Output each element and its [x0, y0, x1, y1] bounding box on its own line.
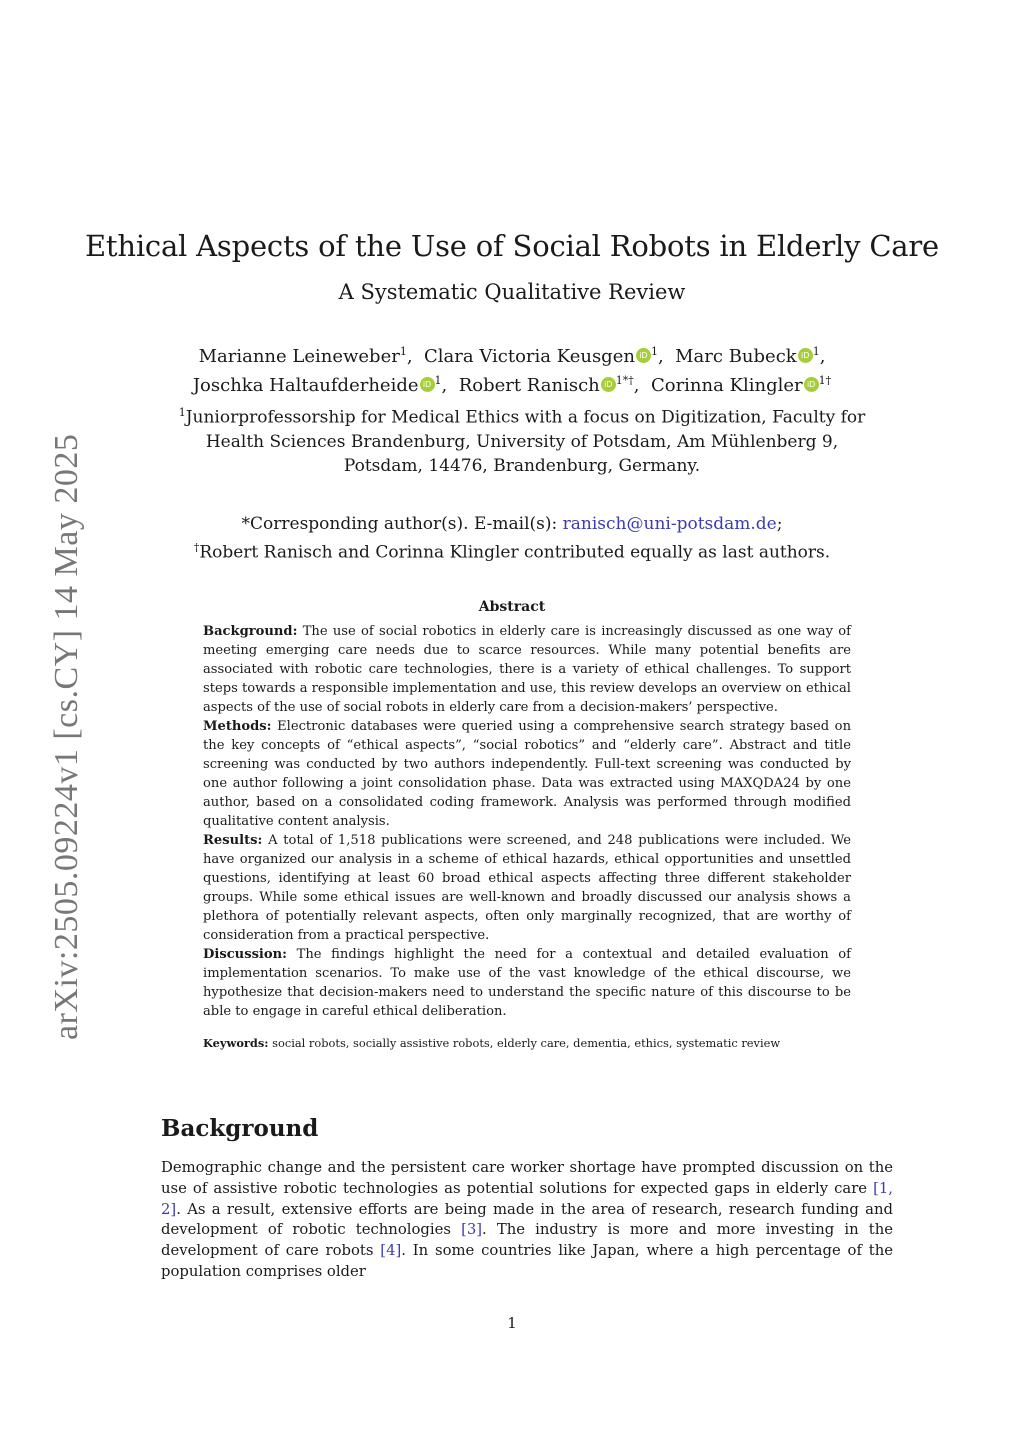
corresponding-suffix: ;	[776, 514, 783, 534]
section-heading-background: Background	[161, 1115, 319, 1142]
author-name: Marianne Leineweber	[198, 346, 400, 367]
author-affiliation-mark: 1	[812, 345, 820, 358]
author-affiliation-mark: 1	[650, 345, 658, 358]
abstract-results-label: Results:	[203, 833, 263, 848]
abstract-discussion-text: The findings highlight the need for a contextual and detailed evaluation of implementation scenarios. To make use of the vast knowledge of the ethical discourse, we hypothesize that decision-makers need to understand the specific nature of this discourse to be able to engage in careful ethical deliberation.	[203, 947, 851, 1019]
author-name: Marc Bubeck	[675, 346, 797, 367]
abstract-background	[203, 622, 851, 717]
dagger-mark: †	[193, 541, 200, 554]
equal-contribution-line	[0, 536, 1024, 565]
affiliation	[170, 401, 874, 478]
orcid-icon[interactable]: iD	[420, 377, 435, 392]
abstract-results-text: A total of 1,518 publications were screened, and 248 publications were included. We have organized our analysis in a scheme of ethical hazards, ethical opportunities and unsettled questions, identifying at least 60 broad ethical aspects affecting three different stakeholder groups. While some ethical issues are well-known and broadly discussed our analysis shows a plethora of potentially relevant aspects, often only marginally recognized, that are worthy of consideration from a practical perspective.	[203, 833, 851, 943]
abstract-heading: Abstract	[478, 599, 546, 615]
citation-link[interactable]: [3]	[461, 1221, 483, 1239]
abstract-background-text: The use of social robotics in elderly care is increasingly discussed as one way of meeting emerging care needs due to scarce resources. While many potential benefits are associated with robotic care technologies, there is a variety of ethical challenges. To support steps towards a responsible implementation and use, this review develops an overview on ethical aspects of the use of social robots in elderly care from a decision-makers’ perspective.	[203, 624, 851, 715]
author-affiliation-mark: 1†	[818, 374, 832, 387]
orcid-icon[interactable]: iD	[601, 377, 616, 392]
keywords-label: Keywords:	[203, 1036, 269, 1050]
citation-link[interactable]: [4]	[380, 1242, 402, 1260]
affiliation-text: Juniorprofessorship for Medical Ethics with a focus on Digitization, Faculty for Health Sciences Brandenburg, University of Potsdam, Am Mühlenberg 9, Potsdam, 14476, Brandenburg, Germany.	[185, 407, 866, 476]
arxiv-sidebar	[48, 433, 88, 1080]
author-name: Clara Victoria Keusgen	[424, 346, 635, 367]
orcid-icon[interactable]: iD	[798, 348, 813, 363]
corresponding-author-line	[0, 512, 1024, 536]
abstract-background-label: Background:	[203, 624, 298, 639]
author-name: Robert Ranisch	[458, 375, 600, 396]
keywords	[203, 1035, 863, 1051]
body-text-segment: . In some countries like Japan, where a high percentage of the population comprises older	[161, 1242, 894, 1280]
background-paragraph	[161, 1158, 893, 1283]
abstract-discussion-label: Discussion:	[203, 947, 287, 962]
abstract-methods-text: Electronic databases were queried using a comprehensive search strategy based on the key concepts of “ethical aspects”, “social robotics” and “elderly care”. Abstract and title screening was conducted by two authors independently. Full-text screening was conducted by one author following a joint consolidation phase. Data was extracted using MAXQDA24 by one author, based on a consolidated coding framework. Analysis was performed through modified qualitative content analysis.	[203, 719, 851, 829]
body-text-segment: Demographic change and the persistent care worker shortage have prompted discussion on the use of assistive robotic technologies as potential solutions for expected gaps in elderly care	[161, 1159, 893, 1197]
author-name: Joschka Haltaufderheide	[192, 375, 419, 396]
equal-contribution-note: Robert Ranisch and Corinna Klingler contributed equally as last authors.	[199, 542, 831, 563]
author-affiliation-mark: 1	[399, 345, 407, 358]
abstract-results	[203, 831, 851, 945]
abstract-methods	[203, 717, 851, 831]
paper-title: Ethical Aspects of the Use of Social Robots in Elderly Care	[84, 229, 940, 263]
author-line-1: Marianne Leineweber$^1$, Clara Victoria Keusgen iD $^1$, Marc Bubeck iD $^1$,	[198, 345, 826, 367]
author-line-2: Joschka Haltaufderheide iD $^1$, Robert Ranisch iD $^{1*\dagger}$, Corinna Klingler iD $^{1\dagger}$	[192, 374, 832, 396]
orcid-icon[interactable]: iD	[636, 348, 651, 363]
citation-link[interactable]: [1, 2]	[161, 1179, 893, 1218]
corresponding-prefix: *Corresponding author(s). E-mail(s):	[241, 514, 563, 534]
page-number: 1	[507, 1314, 517, 1332]
body-text-segment: . As a result, extensive efforts are being made in the area of research, research funding and development of robotic technologies	[161, 1200, 893, 1239]
body-text-segment: . The industry is more and more investing in the development of care robots	[161, 1221, 894, 1260]
keywords-text: social robots, socially assistive robots, elderly care, dementia, ethics, systematic review	[272, 1036, 781, 1050]
author-affiliation-mark: 1	[434, 374, 442, 387]
author-name: Corinna Klingler	[650, 375, 803, 396]
arxiv-identifier: arXiv:2505.09224v1 [cs.CY] 14 May 2025	[48, 433, 85, 1040]
corresponding-email-link[interactable]: ranisch@uni-potsdam.de	[562, 514, 777, 534]
abstract-body	[203, 622, 851, 1021]
author-list	[0, 340, 1024, 398]
correspondence-block	[0, 512, 1024, 565]
abstract-discussion	[203, 945, 851, 1021]
orcid-icon[interactable]: iD	[804, 377, 819, 392]
author-affiliation-mark: 1*†	[615, 374, 634, 387]
abstract-methods-label: Methods:	[203, 719, 272, 734]
affiliation-mark: 1	[178, 406, 186, 419]
paper-subtitle: A Systematic Qualitative Review	[338, 280, 686, 304]
